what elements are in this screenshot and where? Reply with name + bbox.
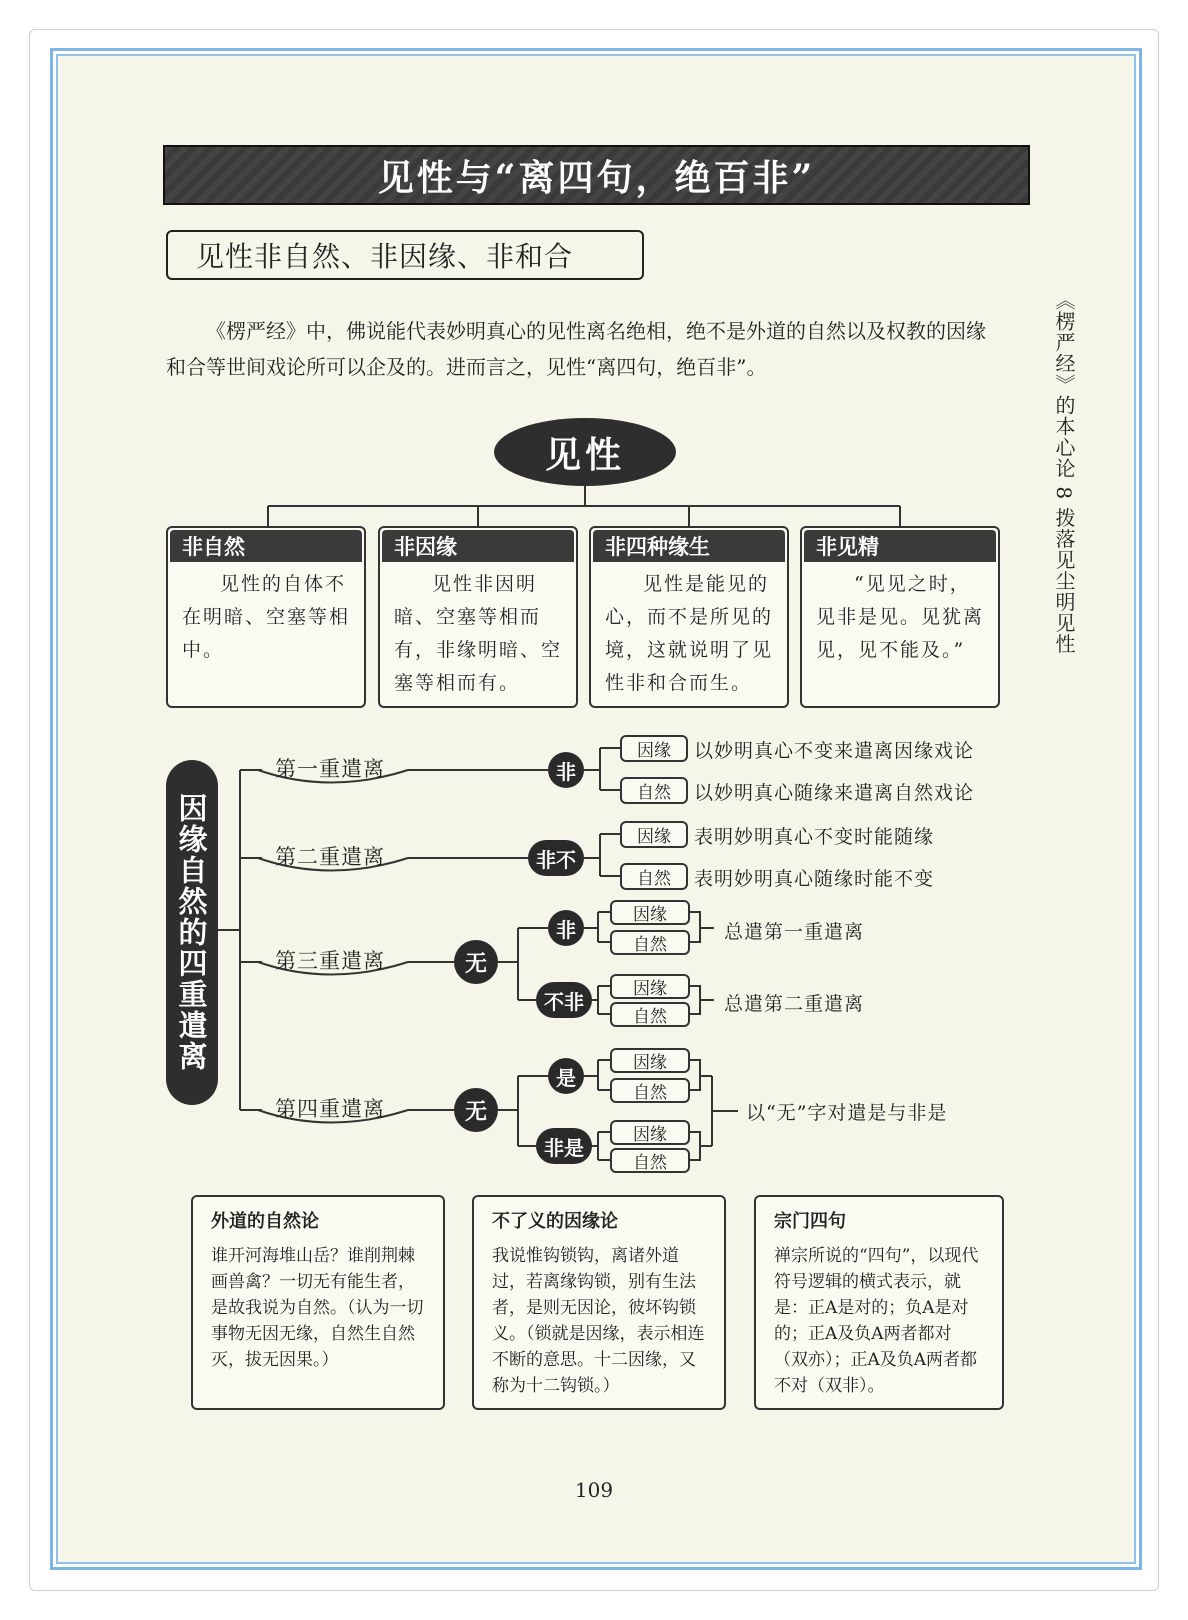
note-title: 外道的自然论 [211,1211,319,1232]
note-box [191,1195,445,1410]
intro-paragraph: 《楞严经》中，佛说能代表妙明真心的见性离名绝相，绝不是外道的自然以及权教的因缘和合等世间戏论所可以企及的。进而言之，见性“离四句，绝百非”。 [166,319,986,379]
note-body: 谁开河海堆山岳？谁削荆棘画兽禽？一切无有能生者，是故我说为自然。（认为一切事物无因无缘，自然生自然灭，拔无因果。） [211,1246,424,1370]
operator-badge: 非 [548,752,584,788]
operator-badge: 非不 [528,840,584,876]
vertical-label: 因缘自然的四重遣离 [166,760,218,1105]
tag-yinyuan: 因缘 [610,1048,690,1073]
tag-ziran: 自然 [610,1148,690,1173]
side-running-title: 《楞严经》的本心论 8 拨落见尘明见性 [1052,290,1076,655]
stage-label: 第三重遣离 [275,949,385,973]
tag-ziran: 自然 [620,863,688,890]
chapter-banner: 见性与“离四句，绝百非” [163,145,1030,205]
branch-box [800,526,1000,708]
operator-badge: 无 [454,1088,498,1132]
tag-yinyuan: 因缘 [620,735,688,762]
operator-badge: 非 [548,910,584,946]
branch-box [166,526,366,708]
tag-yinyuan: 因缘 [610,900,690,925]
branch-title: 非自然 [170,530,362,562]
branch-box [378,526,578,708]
branch-title: 非因缘 [382,530,574,562]
note-box [754,1195,1004,1410]
stage-desc: 以妙明真心不变来遣离因缘戏论 [694,740,975,762]
operator-badge: 非是 [536,1128,592,1164]
tag-yinyuan: 因缘 [610,1120,690,1145]
branch-box [589,526,789,708]
tag-ziran: 自然 [620,777,688,804]
note-body: 禅宗所说的“四句”，以现代符号逻辑的横式表示，就是：正A是对的；负A是对的；正A及负A两者都对（双亦）；正A及负A两者都不对（双非）。 [774,1246,979,1396]
note-box [472,1195,726,1410]
branch-title: 非见精 [804,530,996,562]
stage-desc: 以“无”字对遣是与非是 [746,1102,948,1124]
stage-desc: 总遣第二重遣离 [724,993,865,1015]
note-title: 不了义的因缘论 [492,1211,618,1232]
branch-title: 非四种缘生 [593,530,785,562]
stage-label: 第一重遣离 [275,757,385,781]
stage-desc: 以妙明真心随缘来遣离自然戏论 [694,782,975,804]
tag-ziran: 自然 [610,930,690,955]
tag-yinyuan: 因缘 [620,821,688,848]
stage-desc: 表明妙明真心随缘时能不变 [694,868,935,890]
branch-text: “见见之时，见非是见。见犹离见，见不能及。” [816,573,985,661]
stage-desc: 表明妙明真心不变时能随缘 [694,826,935,848]
section-subtitle: 见性非自然、非因缘、非和合 [166,230,644,280]
stage-label: 第四重遣离 [275,1097,385,1121]
stage-desc: 总遣第一重遣离 [724,921,865,943]
operator-badge: 不非 [536,982,592,1018]
branch-text: 见性的自体不在明暗、空塞等相中。 [182,573,351,661]
tag-ziran: 自然 [610,1002,690,1027]
root-node: 见性 [494,418,676,486]
branch-text: 见性是能见的心，而不是所见的境，这就说明了见性非和合而生。 [605,573,774,694]
branch-text: 见性非因明暗、空塞等相而有，非缘明暗、空塞等相而有。 [394,573,563,694]
tag-ziran: 自然 [610,1078,690,1103]
operator-badge: 是 [548,1058,584,1094]
page-number: 109 [574,1478,614,1502]
note-body: 我说惟钩锁钩，离诸外道过，若离缘钩锁，别有生法者，是则无因论，彼坏钩锁义。（锁就是因缘，表示相连不断的意思。十二因缘，又称为十二钩锁。） [492,1246,705,1396]
note-title: 宗门四句 [774,1211,846,1232]
tag-yinyuan: 因缘 [610,974,690,999]
operator-badge: 无 [454,940,498,984]
stage-label: 第二重遣离 [275,845,385,869]
